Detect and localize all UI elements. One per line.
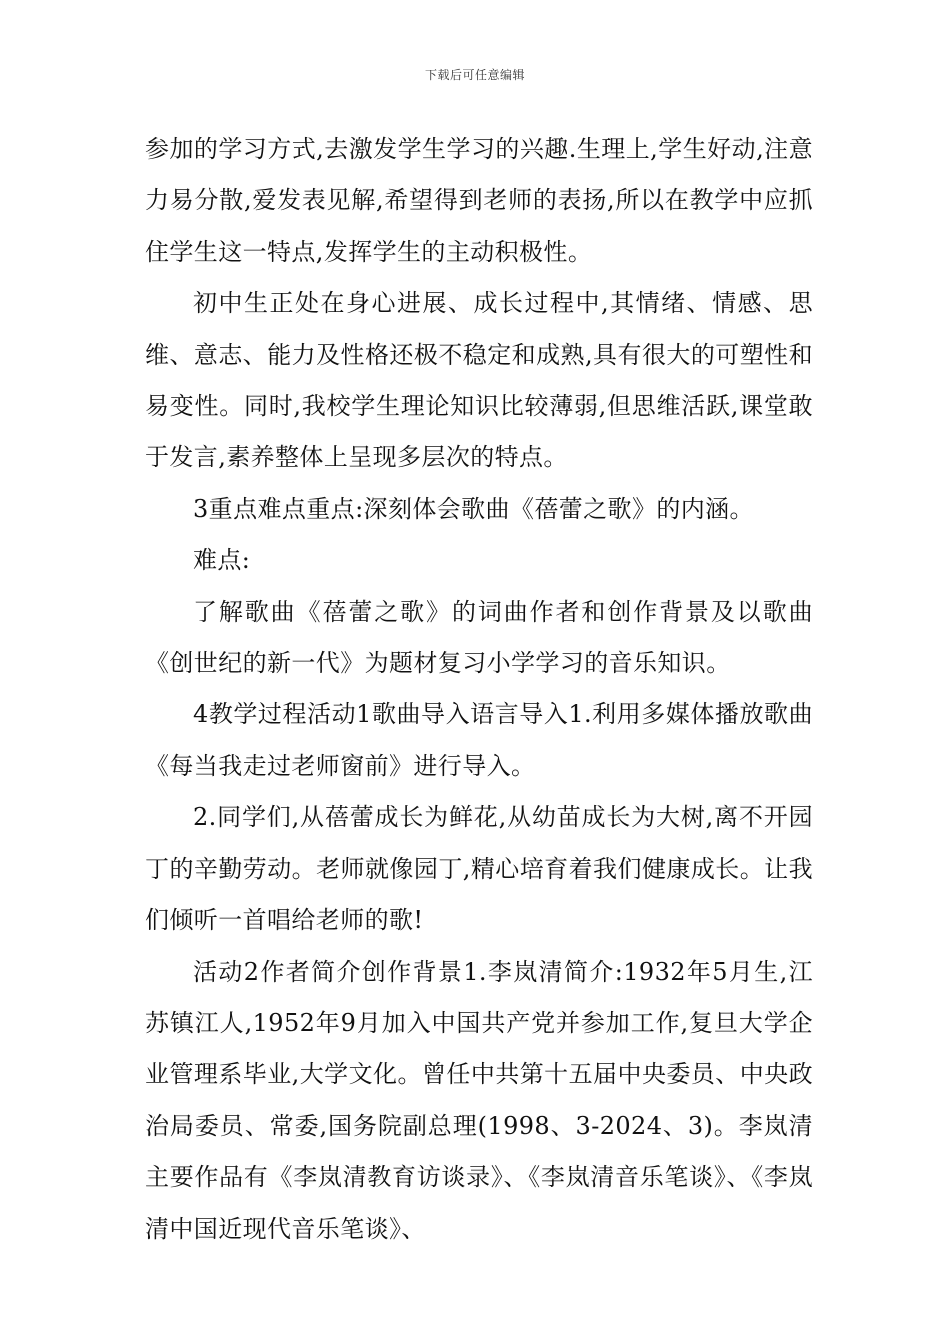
paragraph-key-points: 3重点难点重点:深刻体会歌曲《蓓蕾之歌》的内涵。 <box>193 494 754 523</box>
paragraph-teaching-process: 4教学过程活动1歌曲导入语言导入1.利用多媒体播放歌曲《每当我走过老师窗前》进行导入。 <box>145 700 813 780</box>
paragraph-author-intro: 活动2作者简介创作背景1.李岚清简介:1932年5月生,江苏镇江人,1952年9月加入中国共产党并参加工作,复旦大学企业管理系毕业,大学文化。曾任中共第十五届中央委员、中央政治局委员、常委,国务院副总理(1998、3-2024、3)。李岚清主要作品有《李岚清教育访谈录》、《李岚清音乐笔谈》、《李岚清中国近现代音乐笔谈》、 <box>145 957 813 1243</box>
paragraph-difficulty-heading: 难点: <box>193 546 251 575</box>
paragraph-student-traits: 初中生正处在身心进展、成长过程中,其情绪、情感、思维、意志、能力及性格还极不稳定和成熟,具有很大的可塑性和易变性。同时,我校学生理论知识比较薄弱,但思维活跃,课堂敢于发言,素养整体上呈现多层次的特点。 <box>145 289 813 472</box>
document-body <box>145 124 813 1255</box>
paragraph-language-intro: 2.同学们,从蓓蕾成长为鲜花,从幼苗成长为大树,离不开园丁的辛勤劳动。老师就像园丁,精心培育着我们健康成长。让我们倾听一首唱给老师的歌! <box>145 803 813 935</box>
header-note: 下载后可任意编辑 <box>424 68 525 82</box>
paragraph-learning-style: 参加的学习方式,去激发学生学习的兴趣.生理上,学生好动,注意力易分散,爱发表见解,希望得到老师的表扬,所以在教学中应抓住学生这一特点,发挥学生的主动积极性。 <box>145 135 813 266</box>
paragraph-difficulty-detail: 了解歌曲《蓓蕾之歌》的词曲作者和创作背景及以歌曲《创世纪的新一代》为题材复习小学学习的音乐知识。 <box>145 597 813 678</box>
